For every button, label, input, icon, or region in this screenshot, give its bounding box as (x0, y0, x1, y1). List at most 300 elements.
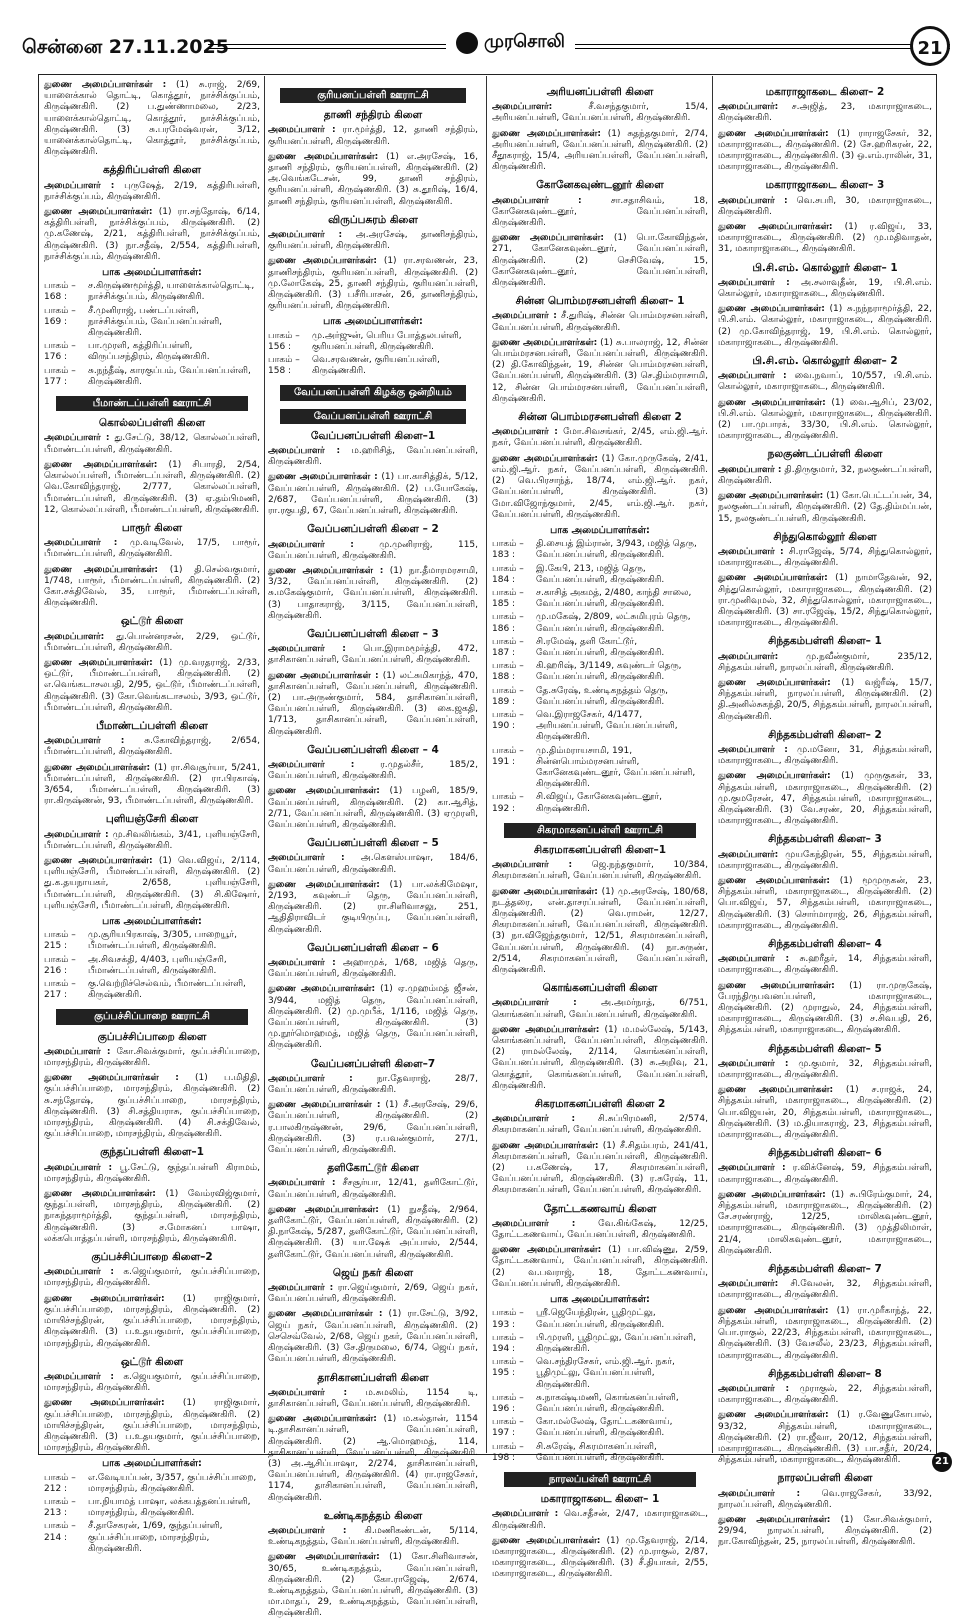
branch-heading: சிந்தகம்பள்ளி கிளை– 5 (768, 1042, 882, 1055)
appointee-text: சீ.வசந்தகுமார், 15/4, அரியனப்பள்ளி, வேப்பனப்பள்ளி, கிருஷ்ணகிரி. (492, 102, 708, 124)
role-label: துணை அமைப்பாளர்கள்: (718, 1085, 834, 1096)
appointee-entry (492, 196, 708, 230)
booth-appointee: மு.அர்ஜுன், பெரிய போத்தலபள்ளி, குரியனப்பள்ளி, கிருஷ்ணகிரி. (312, 330, 462, 352)
branch-heading: பாரூர் கிளை (121, 521, 183, 534)
booth-entry (492, 588, 708, 610)
booth-number: பாகம் – 195 : (492, 1357, 524, 1379)
appointee-text: து.சேட்டு, 38/12, கொல்லப்பள்ளி, பீமாண்டப்பள்ளி, கிருஷ்ணகிரி. (44, 433, 260, 455)
booth-entry (492, 710, 708, 744)
appointee-entry (718, 1515, 932, 1549)
appointee-entry (44, 433, 260, 455)
role-label: துணை அமைப்பாளர்கள்: (492, 453, 598, 464)
appointee-text: மு.வடிவேல், 17/5, பாரூர், பீமாண்டப்பள்ளி, கிருஷ்ணகிரி. (44, 538, 260, 560)
column-divider (712, 76, 713, 1453)
appointee-entry (492, 454, 708, 521)
role-label: அமைப்பாளர் : (492, 1218, 576, 1229)
role-label: அமைப்பாளர் : (268, 853, 345, 864)
appointee-text: வெ.சபரி, 30, மகாராஜாகடை, கிருஷ்ணகிரி. (718, 195, 932, 217)
booth-appointee: சீ.தாசேகரன், 1/69, குந்தப்பள்ளி, குப்பச்சிப்பாறை, மாரசந்திரம், கிருஷ்ணகிரி. (88, 1521, 223, 1554)
role-label: துணை அமைப்பாளர்கள்: (268, 1204, 379, 1215)
appointee-entry (492, 1245, 708, 1290)
appointee-entry (718, 278, 932, 300)
role-label: அமைப்பாளர்: (718, 1279, 779, 1290)
appointee-entry (268, 1309, 478, 1365)
appointee-text: (1) சு.பாலராஜ், 12, சின்ன பொம்மரசனபள்ளி, வேப்பனப்பள்ளி, கிருஷ்ணகிரி. (2) தி.கோவிந்தன், 19, சின்ன பொம்மரசனபள்ளி, வேப்பனப்பள்ளி, கிருஷ்ணகிரி. (3) செ.திம்மராசாமி, 12, சின்ன பொம்மரசனபள்ளி, வேப்பனப்பள்ளி, கிருஷ்ணகிரி. (492, 337, 708, 404)
booth-appointee: கு.வெற்றிச்செல்வம், பீமாண்டப்பள்ளி, கிருஷ்ணகிரி. (88, 979, 246, 1001)
role-label: துணை அமைப்பாளர்கள்: (718, 1514, 831, 1525)
role-label: அமைப்பாளர் : (268, 644, 346, 655)
booth-appointee: சு.நாகஷ்டிமணி, கொங்கனப்பள்ளி, வேப்பனப்பள்ளி, கிருஷ்ணகிரி. (536, 1392, 679, 1414)
branch-heading: தளிகோட்டூர் கிளை (327, 1162, 419, 1175)
role-label: அமைப்பாளர் : (44, 829, 109, 840)
booth-number: பாகம் – 187 : (492, 636, 524, 658)
booth-appointee: கோ.மல்லேஷ், தோட்டகணவாய், வேப்பனப்பள்ளி, கிருஷ்ணகிரி. (536, 1417, 673, 1439)
role-label: அமைப்பாளர் : (268, 1178, 336, 1189)
appointee-text: (1) சீ.சிதம்பரம், 241/41, சிகரமாகனப்பள்ளி, வேப்பனப்பள்ளி, கிருஷ்ணகிரி. (2) ப.கணேஷ், 17, சிகரமாகனப்பள்ளி, வேப்பனப்பள்ளி, கிருஷ்ணகிரி. (3) ர.சுரேஷ், 11, சிகரமாகனப்பள்ளி, வேப்பனப்பள்ளி, கிருஷ்ணகிரி. (492, 1140, 708, 1196)
booth-entry (44, 366, 260, 388)
booth-appointee: சி.விஜய், கோனேகவுண்டனூர், கிருஷ்ணகிரி. (536, 792, 663, 814)
booth-appointee: மு.மகேஷ், 2/809, லட்சுமிபுரம் தெரு, வேப்பனப்பள்ளி, கிருஷ்ணகிரி. (536, 612, 691, 634)
appointee-entry (44, 80, 260, 158)
appointee-text: (1) ரா.சேட்டு, 3/92, ஜெய் நகர், வேப்பனப்பள்ளி, கிருஷ்ணகிரி. (2) செசெவ்வேல், 2/68, ஜெய் நகர், வேப்பனப்பள்ளி, கிருஷ்ணகிரி. (3) சே.திருமலை, 6/74, ஜெய் நகர், வேப்பனப்பள்ளி, கிருஷ்ணகிரி. (268, 1309, 478, 1365)
booth-appointee: பி.முரளி, பூதிமுட்லு, வேப்பனப்பள்ளி, கிருஷ்ணகிரி. (536, 1332, 696, 1354)
appointee-entry (718, 465, 932, 487)
appointee-text: (1) ராராஜசேகர், 32, மகாராஜாகடை, கிருஷ்ணகிரி. (2) சே.ஹரிகரன், 22, மகாராஜாகடை, கிருஷ்ணகிரி. (3) ஒ.எம்.ராலின், 31, மகாராஜாகடை, கிருஷ்ணகிரி. (718, 128, 932, 173)
booth-appointee: இ.கேபி, 213, மஜித் தெரு, வேப்பனப்பள்ளி, கிருஷ்ணகிரி. (536, 563, 665, 585)
role-label: துணை அமைப்பாளர்கள்: (268, 1414, 377, 1425)
appointee-entry (268, 644, 478, 666)
appointee-text: சி.ராஜேஷ், 5/74, சிந்துகொல்லூர், மகாராஜாகடை, கிருஷ்ணகிரி. (718, 546, 932, 569)
appointee-entry (44, 830, 260, 852)
role-label: துணை அமைப்பாளர்கள் : (44, 1073, 179, 1084)
booth-appointee: ஸ்ரீ.ஜெயேந்திரன், பூதிமுட்லு, வேப்பனப்பள்ளி, கிருஷ்ணகிரி. (536, 1308, 665, 1330)
branch-heading: குந்தப்பள்ளி கிளை–1 (100, 1146, 204, 1159)
booth-number: பாகம் – 213 : (44, 1496, 76, 1519)
role-label: துணை அமைப்பாளர்கள்: (492, 233, 605, 244)
appointee-entry (268, 1414, 478, 1504)
branch-heading: குப்பச்சிப்பாறை கிளை–2 (91, 1251, 213, 1264)
booth-appointee: வெ.இராஜசேகர், 4/1477, அரியனப்பள்ளி, வேப்பனப்பள்ளி, கிருஷ்ணகிரி. (536, 709, 678, 743)
booth-number: பாகம் – 215 : (44, 930, 76, 952)
branch-heading: சிந்தகம்பள்ளி கிளை– 2 (768, 728, 882, 741)
branch-heading: பி.சி.எம். கொல்லூர் கிளை– 1 (752, 261, 898, 274)
appointee-entry (718, 371, 932, 393)
footer-page-number: 21 (932, 1452, 952, 1472)
branch-heading: சிகரமாகனப்பள்ளி கிளை 2 (534, 1098, 666, 1111)
appointee-text: ர.முதல்சீர், 185/2, வேப்பனப்பள்ளி, கிருஷ்ணகிரி. (268, 759, 478, 782)
role-label: அமைப்பாளர் : (268, 958, 336, 968)
appointee-entry (44, 1294, 260, 1350)
branch-heading: சிந்தகம்பள்ளி கிளை– 4 (768, 938, 882, 950)
role-label: துணை அமைப்பாளர்கள்: (268, 256, 378, 267)
section-band: சிகரமாகனப்பள்ளி ஊராட்சி (504, 823, 696, 838)
appointee-entry (718, 304, 932, 349)
section-band: நாரலப்பள்ளி ஊராட்சி (504, 1472, 696, 1487)
appointee-text: சி.சுப்பிரமணி, 2/574, சிகரமாகனப்பள்ளி, வேப்பனப்பள்ளி, கிருஷ்ணகிரி. (492, 1114, 708, 1136)
role-label: அமைப்பாளர்: (718, 849, 779, 860)
page-number-badge: 21 (910, 26, 950, 66)
appointee-entry (268, 1526, 478, 1548)
appointee-text: ரா.ஜெய்குமார், 2/69, ஜெய் நகர், வேப்பனப்பள்ளி, கிருஷ்ணகிரி. (268, 1283, 478, 1305)
role-label: அமைப்பாளர் : (44, 1046, 111, 1057)
role-label: அமைப்பாளர் : (44, 538, 118, 549)
appointee-text: (1) ரா.சந்தோஷ், 6/14, கத்திரிபள்ளி, நாச்சிக்குப்பம், கிருஷ்ணகிரி. (2) மு.கணேஷ், 2/21, கத்திரிபள்ளி, நாச்சிக்குப்பம், கிருஷ்ணகிரி. (3) நா.சதீஷ், 2/554, கத்திரிபள்ளி, நாச்சிக்குப்பம், கிருஷ்ணகிரி. (44, 207, 260, 262)
appointee-text: மு.குமார், 32, சிந்தகம்பள்ளி, மகாராஜாகடை, கிருஷ்ணகிரி. (718, 1058, 932, 1081)
appointee-text: ம.ஹரிசித், வேப்பனப்பள்ளி, கிருஷ்ணகிரி. (268, 446, 478, 468)
booth-entry (492, 564, 708, 586)
appointee-entry (718, 1410, 932, 1466)
appointee-entry (268, 880, 478, 936)
appointee-text: பூ.சேட்டு, குந்தப்பள்ளி கிராமம், மாரசந்திரம், கிருஷ்ணகிரி. (44, 1162, 260, 1184)
appointee-entry (718, 196, 932, 218)
appointee-text: (1) ம.கல்தான், 1154 டி.தாசிகானப்பள்ளி, வேப்பனப்பள்ளி, கிருஷ்ணகிரி. (2) ஆ.மொஹமத், 114, தாசிகானப்பள்ளி, வேப்பனப்பள்ளி, கிருஷ்ணகிரி. (3) அ.ஆசிப்பாஷா, 2/274, தாசிகானப்பள்ளி, வேப்பனப்பள்ளி, கிருஷ்ணகிரி. (4) ரா.ராஜசேகர், 1174, தாசிகானப்பள்ளி, வேப்பனப்பள்ளி, கிருஷ்ணகிரி. (268, 1414, 478, 1503)
role-label: துணை அமைப்பாளர்கள்: (718, 1305, 829, 1316)
role-label: துணை அமைப்பாளர்கள்: (492, 1024, 600, 1035)
appointee-text: (1) தி.செல்வகுமார், 1/748, பாரூர், பீமாண்டப்பள்ளி, கிருஷ்ணகிரி. (2) கோ.சக்திவேல், 35, பாரூர், பீமாண்டப்பள்ளி, கிருஷ்ணகிரி. (44, 564, 260, 609)
role-label: அமைப்பாளர் : (44, 180, 115, 191)
booth-number: பாகம் – 217 : (44, 979, 76, 1001)
booth-appointee: ச.கிருஷ்ணமூர்த்தி, யாளைக்கால்தொட்டி, நாச்சிக்குப்பம், கிருஷ்ணகிரி. (88, 281, 255, 303)
booth-appointee: எ.வேடியப்பன், 3/357, குப்பச்சிப்பாறை, மாரசந்திரம், கிருஷ்ணகிரி. (88, 1472, 257, 1494)
appointee-entry (44, 1163, 260, 1185)
role-label: அமைப்பாளர் : (268, 1073, 353, 1084)
booth-number: பாகம் – 188 : (492, 661, 524, 683)
column-2 (268, 80, 479, 1619)
appointee-text: மு.முனிராஜ், 115, வேப்பனப்பள்ளி, கிருஷ்ணகிரி. (268, 539, 479, 561)
appointee-text: அஹாமுக், 1/68, மஜித் தெரு, வேப்பனப்பள்ளி, கிருஷ்ணகிரி. (268, 958, 478, 980)
booth-entry (44, 306, 260, 340)
appointee-text: மு.நவீன்குமார், 235/12, சிந்தகம்பள்ளி, நாரலப்பள்ளி, கிருஷ்ணகிரி. (718, 651, 932, 673)
appointee-entry (718, 1384, 932, 1406)
branch-heading: விருப்பசுரம் கிளை (328, 213, 418, 226)
branch-heading: வேப்பனப்பள்ளி கிளை – 3 (307, 627, 439, 640)
booth-appointee: வெ.சந்திரசேகர், எம்.ஜி.ஆர். நகர், பூதிமுட்லு, வேப்பனப்பள்ளி, கிருஷ்ணகிரி. (536, 1357, 675, 1390)
appointee-text: (1) ராஜிகுமார், குப்பச்சிப்பாறை, மாரசந்திரம், கிருஷ்ணகிரி. (2) மாயிச்சந்திரன், குப்பச்சிப்பாறை, மாரசந்திரம், கிருஷ்ணகிரி. (3) ப.உதயகுமார், குப்பச்சிப்பாறை, மாரசந்திரம், கிருஷ்ணகிரி. (44, 1293, 260, 1349)
appointee-text: மு.சிவலிங்கம், 3/41, புளியஞ்சேரி, பீமாண்டப்பள்ளி, கிருஷ்ணகிரி. (44, 829, 260, 851)
role-label: அமைப்பாளர் : (718, 277, 790, 288)
role-label: அமைப்பாளர் : (718, 546, 784, 557)
booth-entry (44, 281, 260, 303)
role-label: துணை அமைப்பாளர்கள்: (492, 1140, 599, 1151)
booth-appointee: கி.ஹரிஷ், 3/1149, கவுண்டர் தெரு, வேப்பனப்பள்ளி, கிருஷ்ணகிரி. (536, 661, 682, 683)
masthead-rule (208, 44, 950, 49)
appointee-text: (1) கோ.சிளிவாசன், 30/65, உண்டிகநத்தம், வேப்பனப்பள்ளி, கிருஷ்ணகிரி. (2) கோ.ராஜேஷ், 2/674, உண்டிகநத்தம், வேப்பனப்பள்ளி, கிருஷ்ணகிரி. (3) மா.மாதப், 29, உண்டிகநத்தம், வேப்பனப்பள்ளி, கிருஷ்ணகிரி. (268, 1552, 478, 1619)
appointee-text: சு.கோவிந்தராஜ், 2/654, பீமாண்டப்பள்ளி, கிருஷ்ணகிரி. (44, 736, 260, 758)
appointee-text: (1) முருகுகள், 33, சிந்தகம்பள்ளி, மகாராஜாகடை, கிருஷ்ணகிரி. (2) மு.குமரேசன், 47, சிந்தகம்பள்ளி, மகாராஜாகடை, கிருஷ்ணகிரி. (3) வே.சரண், 20, சிந்தகம்பள்ளி, மகாராஜாகடை, கிருஷ்ணகிரி. (718, 771, 932, 827)
booth-number: பாகம் – 191 : (492, 745, 524, 767)
booth-entry (492, 1308, 708, 1330)
role-label: அமைப்பாளர் : (718, 464, 782, 475)
booth-entry (492, 661, 708, 683)
booth-appointee: மு.சூரியபிரகாஷ், 3/305, பாறையூர், பீமாண்டப்பள்ளி, கிருஷ்ணகிரி. (88, 930, 237, 952)
branch-heading: உண்டிகநத்தம் கிளை (323, 1509, 423, 1522)
appointee-text: வெ.ராஜசேகர், 33/92, நாரலப்பள்ளி, கிருஷ்ணகிரி. (718, 1488, 932, 1510)
appointee-entry (268, 1552, 478, 1619)
role-label: அமைப்பாளர் : (492, 427, 558, 438)
branch-heading: கொல்லப்பள்ளி கிளை (98, 417, 206, 430)
branch-heading: சிந்தகம்பள்ளி கிளை– 3 (768, 833, 882, 846)
branch-heading: பீமாண்டப்பள்ளி கிளை (96, 719, 208, 732)
column-1 (44, 80, 261, 1554)
role-label: அமைப்பாளர் : (268, 1525, 347, 1536)
branch-heading: ஒட்டூர் கிளை (120, 615, 184, 628)
booth-entry (492, 1357, 708, 1391)
booth-number: பாகம் – 158 : (268, 355, 300, 377)
booth-number: பாகம் – 197 : (492, 1417, 524, 1439)
booth-entry (44, 979, 260, 1001)
appointee-text: (1) பொ.கோவிந்தன், 271, கோனேகவுண்டனூர், வேப்பனப்பள்ளி, கிருஷ்ணகிரி. (2) செசிவேஷ், 15, கோனேகவுண்டனூர், வேப்பனப்பள்ளி, கிருஷ்ணகிரி. (492, 233, 708, 289)
appointee-entry (492, 1025, 708, 1092)
role-label: அமைப்பாளர் : (268, 539, 354, 550)
branch-heading: மகாராஜாகடை கிளை– 1 (540, 1493, 660, 1506)
appointee-text: (1) லட்சுமிகாந்த், 470, தாசிகானப்பள்ளி, வேப்பனப்பள்ளி, கிருஷ்ணகிரி. (2) பா.அருண்குமார், 584, தாசிகானப்பள்ளி, வேப்பனப்பள்ளி, கிருஷ்ணகிரி. (3) கை.ஜகதி, 1/713, தாசிகானப்பள்ளி, வேப்பனப்பள்ளி, கிருஷ்ணகிரி. (268, 670, 478, 737)
booth-number: பாகம் – 176 : (44, 341, 76, 363)
role-label: அமைப்பாளர் : (718, 1058, 789, 1069)
appointee-entry (44, 1372, 260, 1394)
appointee-text: க.ஜெயகுமார், குப்பச்சிப்பாறை, மாரசந்திரம், கிருஷ்ணகிரி. (44, 1371, 260, 1394)
role-label: துணை அமைப்பாளர்கள் : (44, 80, 167, 90)
appointee-entry (718, 652, 932, 674)
appointee-text: பொ.இராமமூர்த்தி, 472, தாசிகானப்பள்ளி, வேப்பனப்பள்ளி, கிருஷ்ணகிரி. (268, 644, 479, 666)
appointee-text: ச.அஜித், 23, மகாராஜாகடை, கிருஷ்ணகிரி. (718, 102, 932, 124)
appointee-entry (268, 1205, 478, 1261)
appointee-entry (44, 658, 260, 714)
appointee-entry (718, 1279, 932, 1301)
appointee-entry (718, 129, 932, 174)
branch-heading: வேப்பனப்பள்ளி கிளை – 4 (307, 743, 439, 756)
booth-entry (44, 1497, 260, 1519)
appointee-text: (1) பா.லக்கிமேஷா, 2/193, கவுண்டர் தெரு, வேப்பனப்பள்ளி, கிருஷ்ணகிரி. (2) ரா.சிளிவாசலு, 251, ஆதிதிராவிடர் குடியிருப்பு, வேப்பனப்பள்ளி, கிருஷ்ணகிரி. (268, 879, 478, 935)
role-label: அமைப்பாளர் : (492, 998, 577, 1009)
appointee-entry (492, 102, 708, 124)
appointee-text: (1) ர.வேணுகோபால், 93/32, சிந்தகம்பள்ளி, மகாராஜாகடை, கிருஷ்ணகிரி. (2) ரா.ஜீவா, 20/12, சிந்தகம்பள்ளி, மகாராஜாகடை, கிருஷ்ணகிரி. (3) பா.சதீர், 20/24, சிந்தகம்பள்ளி, மகாராஜாகடை, கிருஷ்ணகிரி. (718, 1410, 932, 1466)
appointee-entry (268, 566, 478, 622)
paper-name: முரசொலி (484, 31, 565, 52)
appointee-text: மோ.சிவசங்கர், 2/45, எம்.ஜி.ஆர். நகர், வேப்பனப்பள்ளி, கிருஷ்ணகிரி. (492, 427, 709, 449)
booth-number: பாகம் – 214 : (44, 1521, 76, 1543)
booth-number: பாகம் – 183 : (492, 539, 524, 561)
appointee-entry (492, 233, 708, 289)
branch-heading: புளியஞ்சேரி கிளை (105, 813, 199, 826)
appointee-text: (1) ரா.முருகேஷ், பேரந்திருபவனப்பள்ளி, மகாராஜாகடை, கிருஷ்ணகிரி. (2) முராதுல், 24, சிந்தகம்பள்ளி, மகாராஜாகடை, கிருஷ்ணகிரி. (3) ச.சிவபதி, 26, சிந்தகம்பள்ளி, மகாராஜாகடை, கிருஷ்ணகிரி. (718, 980, 932, 1036)
booth-number: பாகம் – 156 : (268, 330, 300, 352)
role-label: துணை அமைப்பாளர்கள்: (718, 304, 825, 315)
appointee-text: க.ஜெய்குமார், குப்பச்சிப்பாறை, மாரசந்திரம், கிருஷ்ணகிரி. (44, 1267, 260, 1289)
appointee-entry (718, 954, 932, 976)
role-label: அமைப்பாளர் : (492, 1509, 559, 1520)
branch-heading: சிந்தகம்பள்ளி கிளை– 6 (768, 1147, 882, 1160)
appointee-entry (718, 1163, 932, 1185)
branch-heading: மகாராஜாகடை கிளை– 3 (765, 179, 885, 192)
booth-entry (492, 637, 708, 659)
branch-heading: சிந்துகொல்லூர் கிளை (773, 530, 877, 543)
branch-heading: வேப்பனப்பள்ளி கிளை – 6 (307, 941, 439, 954)
appointee-entry (492, 1219, 708, 1241)
role-label: அமைப்பாளர் : (268, 759, 355, 770)
appointee-entry (268, 984, 478, 1051)
booth-appointee: அ.சிவசக்தி, 4/403, புளியஞ்சேரி, பீமாண்டப்பள்ளி, கிருஷ்ணகிரி. (88, 954, 227, 976)
subsection-heading: பாக அமைப்பாளர்கள்: (102, 1458, 202, 1470)
appointee-entry (492, 1536, 708, 1581)
booth-entry (492, 539, 708, 561)
appointee-text: (1) ர.விஜய், 33, மகாராஜாகடை, கிருஷ்ணகிரி. (2) மு.மதிவாதன், 31, மகாராஜாகடை, கிருஷ்ணகிரி. (718, 222, 932, 255)
appointee-entry (44, 460, 260, 516)
appointee-text: (1) ராஜிகுமார், குப்பச்சிப்பாறை, மாரசந்திரம், கிருஷ்ணகிரி. (2) மாயிச்சந்திரன், குப்பச்சிப்பாறை, மாரசந்திரம், கிருஷ்ணகிரி. (3) ப.உதயகுமார், குப்பச்சிப்பாறை, மாரசந்திரம், கிருஷ்ணகிரி. (44, 1398, 260, 1454)
appointee-entry (268, 230, 478, 252)
booth-entry (492, 1417, 708, 1439)
appointee-entry (492, 1114, 708, 1136)
role-label: துணை அமைப்பாளர்கள் : (268, 670, 379, 681)
role-label: அமைப்பாளர் : (44, 1371, 114, 1382)
subsection-heading: பாக அமைப்பாளர்கள்: (102, 916, 202, 927)
column-divider (486, 76, 487, 1453)
booth-appointee: பா.முரளி, கத்திரிப்பள்ளி, விருப்பசந்திரம், கிருஷ்ணகிரி. (88, 341, 210, 363)
appointee-text: முராகுல், 22, சிந்தகம்பள்ளி, மகாராஜாகடை, கிருஷ்ணகிரி. (718, 1383, 932, 1406)
appointee-entry (44, 632, 260, 654)
role-label: அமைப்பாளர் : (718, 744, 788, 755)
appointee-entry (268, 1178, 478, 1200)
branch-heading: குப்பச்சிப்பாறை கிளை (97, 1030, 207, 1043)
role-label: அமைப்பாளர்: (492, 102, 553, 113)
booth-entry (44, 955, 260, 977)
role-label: அமைப்பாளர் : (718, 195, 788, 206)
appointee-text: (1) ச.ராஜக், 24, சிந்தகம்பள்ளி, மகாராஜாகடை, கிருஷ்ணகிரி. (2) பொ.விஜயன், 20, சிந்தகம்பள்ளி, மகாராஜாகடை, கிருஷ்ணகிரி. (3) ம.தியாகராஜ், 23, சிந்தகம்பள்ளி, மகாராஜாகடை, கிருஷ்ணகிரி. (718, 1085, 932, 1141)
appointee-text: சு.ஹரீதர், 14, சிந்தகம்பள்ளி, மகாராஜாகடை, கிருஷ்ணகிரி. (718, 954, 932, 976)
appointee-text: ஜெ.நந்தகுமார், 10/384, சிகரமாகனப்பள்ளி, வேப்பனப்பள்ளி, கிருஷ்ணகிரி. (492, 860, 709, 882)
appointee-entry (268, 958, 478, 980)
role-label: அமைப்பாளர் : (268, 446, 341, 457)
appointee-entry (718, 745, 932, 767)
appointee-text: (1) ஏ.முஹம்மத் ஜீசன், 3/944, மஜித் தெரு, வேப்பனப்பள்ளி, கிருஷ்ணகிரி. (2) மு.முபீக், 1/116, மஜித் தெரு, வேப்பனப்பள்ளி, கிருஷ்ணகிரி. (3) மு.நூர்மொஹமத், மஜித் தெரு, வேப்பனப்பள்ளி, கிருஷ்ணகிரி. (268, 984, 478, 1051)
role-label: துணை அமைப்பாளர்கள்: (44, 459, 158, 470)
appointee-text: (1) மூமுருகன், 23, சிந்தகம்பள்ளி, மகாராஜாகடை, கிருஷ்ணகிரி. (2) பொ.விஜய், 57, சிந்தகம்பள்ளி, மகாராஜாகடை, கிருஷ்ணகிரி. (3) சொர்மாராஜ், 26, சிந்தகம்பள்ளி, மகாராஜாகடை, கிருஷ்ணகிரி. (718, 875, 932, 931)
role-label: துணை அமைப்பாளர்கள்: (492, 1535, 601, 1546)
appointee-entry (492, 427, 708, 449)
role-label: துணை அமைப்பாளர்கள்: (492, 337, 598, 348)
role-label: துணை அமைப்பாளர்கள்: (44, 657, 153, 668)
appointee-entry (268, 540, 478, 562)
role-label: துணை அமைப்பாளர்கள்: (718, 1189, 826, 1200)
role-label: அமைப்பாளர் : (44, 1267, 114, 1278)
role-label: துணை அமைப்பாளர்கள்: (492, 1245, 602, 1256)
branch-heading: தாசிகானப்பள்ளி கிளை (317, 1371, 429, 1384)
appointee-entry (268, 446, 478, 468)
appointee-entry (718, 102, 932, 124)
appointee-entry (44, 763, 260, 808)
appointee-entry (492, 998, 708, 1020)
appointee-entry (44, 207, 260, 263)
booth-entry (492, 686, 708, 708)
appointee-text: நா.தேவராஜ், 28/7, வேப்பனப்பள்ளி, கிருஷ்ணகிரி. (268, 1073, 478, 1096)
booth-entry (492, 612, 708, 634)
role-label: அமைப்பாளர் : (44, 736, 125, 747)
appointee-text: (1) சு.நந்நராமூர்த்தி, 22, பி.சி.எம். கொல்லூர், மகாராஜாகடை, கிருஷ்ணகிரி. (2) மு.கோவிந்தராஜ், 19, பி.சி.எம். கொல்லூர், மகாராஜாகடை, கிருஷ்ணகிரி. (718, 304, 932, 348)
booth-entry (44, 341, 260, 363)
appointee-text: (1) பா.காசித்திக், 5/12, வேப்பனப்பள்ளி, கிருஷ்ணகிரி. (2) ப.யோகேஷ், 2/687, வேப்பனப்பள்ளி, கிருஷ்ணகிரி. (3) ரா.ரகுபதி, 67, வேப்பனப்பள்ளி, கிருஷ்ணகிரி. (268, 472, 479, 517)
subsection-heading: பாக அமைப்பாளர்கள்: (550, 524, 650, 536)
role-label: துணை அமைப்பாளர்கள்: (44, 1398, 165, 1409)
section-band: குரியனப்பள்ளி ஊராட்சி (280, 88, 466, 103)
masthead (22, 28, 950, 68)
role-label: துணை அமைப்பாளர்கள் : (268, 1100, 381, 1111)
section-band: வேப்பனப்பள்ளி கிழக்கு ஒன்றியம் (280, 385, 466, 400)
appointee-entry (268, 256, 478, 312)
booth-number: பாகம் – 194 : (492, 1332, 524, 1354)
branch-heading: சிந்தகம்பள்ளி கிளை– 1 (768, 635, 882, 648)
appointee-entry (718, 398, 932, 443)
appointee-text: வை.நவாப், 10/557, பி.சி.எம். கொல்லூர், மகாராஜாகடை, கிருஷ்ணகிரி. (718, 371, 932, 393)
role-label: துணை அமைப்பாளர்கள்: (718, 980, 835, 991)
section-band: குப்பச்சிப்பாறை ஊராட்சி (56, 1009, 248, 1024)
role-label: துணை அமைப்பாளர்கள்: (718, 573, 828, 584)
booth-appointee: சீ.முனிராஜ், பண்டப்பள்ளி, நாச்சிக்குப்பம், வேப்பனப்பள்ளி, கிருஷ்ணகிரி. (88, 305, 223, 339)
appointee-text: கி.மணிகண்டன், 5/114, உண்டிகநத்தம், வேப்பனப்பள்ளி, கிருஷ்ணகிரி. (268, 1525, 478, 1548)
role-label: துணை அமைப்பாளர்கள்: (268, 984, 376, 995)
appointee-entry (718, 1059, 932, 1081)
appointee-entry (492, 887, 708, 977)
appointee-text: (1) வை.ஆசிப், 23/02, பி.சி.எம். கொல்லூர், மகாராஜாகடை, கிருஷ்ணகிரி. (2) பா.முபாரக், 33/30, பி.சி.எம். கொல்லூர், மகாராஜாகடை, கிருஷ்ணகிரி. (718, 397, 932, 442)
role-label: துணை அமைப்பாளர்கள்: (268, 879, 380, 890)
branch-heading: மகாராஜாகடை கிளை– 2 (765, 86, 885, 98)
role-label: அமைப்பாளர்: (718, 651, 779, 662)
appointee-text: (1) நாமாதேவன், 92, சிந்துகொல்லூர், மகாராஜாகடை, கிருஷ்ணகிரி. (2) ரா.முனிவுமல், 32, சிந்துகொல்லூர், மகாராஜாகடை, கிருஷ்ணகிரி. (3) சா.ரஜேஷ், 15/2, சிந்துகொல்லூர், மகாராஜாகடை, கிருஷ்ணகிரி. (718, 573, 932, 629)
appointee-entry (718, 678, 932, 723)
appointee-entry (492, 338, 708, 405)
city-date: சென்னை 27.11.2025 (22, 36, 229, 58)
appointee-text: அ.கௌஸ்பாஷா, 184/6, வேப்பனப்பள்ளி, கிருஷ்ணகிரி. (268, 853, 478, 875)
appointee-entry (44, 1267, 260, 1289)
role-label: துணை அமைப்பாளர்கள்: (718, 128, 829, 139)
role-label: அமைப்பாளர் : (492, 195, 582, 206)
booth-number: பாகம் – 193 : (492, 1308, 524, 1330)
role-label: அமைப்பாளர் : (44, 1162, 113, 1173)
branch-heading: ஒட்டூர் கிளை (120, 1355, 184, 1368)
branch-heading: சின்ன பொம்மரசனபள்ளி கிளை 2 (518, 411, 682, 424)
appointee-text: (1) பழனி, 185/9, வேப்பனப்பள்ளி, கிருஷ்ணகிரி. (2) கா.ஆசித், 2/71, வேப்பனப்பள்ளி, கிருஷ்ணகிரி. (3) ஏமுரளி, வேப்பனப்பள்ளி, கிருஷ்ணகிரி. (268, 786, 478, 830)
column-4 (718, 80, 933, 1548)
appointee-text: (1) கோ.பெட்டப்பன், 34, நலகுண்டப்பள்ளி, கிருஷ்ணகிரி. (2) தே.திம்மப்பன், 15, நலகுண்டப்பள்ளி, கிருஷ்ணகிரி. (718, 491, 932, 524)
role-label: துணை அமைப்பாளர்கள்: (718, 677, 831, 688)
appointee-entry (492, 860, 708, 882)
booth-number: பாகம் – 184 : (492, 563, 524, 585)
role-label: அமைப்பாளர் : (492, 860, 573, 871)
appointee-text: வே.கிங்கேஷ், 12/25, தோட்டகணவாய், வேப்பனப்பள்ளி, கிருஷ்ணகிரி. (492, 1218, 708, 1241)
booth-number: பாகம் – 189 : (492, 685, 524, 707)
booth-number: பாகம் – 190 : (492, 709, 524, 732)
role-label: துணை அமைப்பாளர்கள் : (268, 1309, 383, 1320)
role-label: துணை அமைப்பாளர்கள்: (44, 564, 158, 575)
subsection-heading: பாக அமைப்பாளர்கள்: (323, 316, 423, 328)
appointee-text: மு.மனோ, 31, சிந்தகம்பள்ளி, மகாராஜாகடை, கிருஷ்ணகிரி. (718, 744, 932, 767)
role-label: அமைப்பாளர்: (718, 102, 779, 113)
branch-heading: சிந்தகம்பள்ளி கிளை– 8 (768, 1367, 882, 1380)
booth-appointee: சி.ரமேஷ், தளி கோட்டூர், வேப்பனப்பள்ளி, கிருஷ்ணகிரி. (536, 636, 665, 658)
booth-appointee: வெ.சரவணன், குரியனப்பள்ளி, கிருஷ்ணகிரி. (312, 355, 440, 377)
appointee-text: (1) கோ.சிவக்குமார், 29/94, நாரலப்பள்ளி, கிருஷ்ணகிரி. (2) நா.கோவிந்தன், 25, நாரலப்பள்ளி, கிருஷ்ணகிரி. (718, 1514, 932, 1548)
role-label: அமைப்பாளர் : (718, 371, 787, 382)
booth-number: பாகம் – 192 : (492, 792, 524, 814)
appointee-text: (1) மு.வரதராஜ், 2/33, ஒட்டூர், பீமாண்டப்பள்ளி, கிருஷ்ணகிரி. (2) எ.வெங்கடாசலபதி, 2/95, ஒட்டூர், பீமாண்டப்பள்ளி, கிருஷ்ணகிரி. (3) கோ.வெங்கடாசலம், 3/93, ஒட்டூர், பீமாண்டப்பள்ளி, கிருஷ்ணகிரி. (44, 657, 260, 713)
branch-heading: பி.சி.எம். கொல்லூர் கிளை– 2 (752, 355, 898, 368)
role-label: அமைப்பாளர் : (268, 1387, 348, 1398)
booth-number: பாகம் – 177 : (44, 365, 76, 387)
appointee-text: வெ.சதீசன், 2/47, மகாராஜாகடை, கிருஷ்ணகிரி. (492, 1509, 708, 1531)
appointee-entry (44, 1189, 260, 1245)
role-label: துணை அமைப்பாளர்கள்: (268, 151, 379, 162)
appointee-entry (44, 1047, 260, 1069)
branch-heading: அரியனப்பள்ளி கிளை (546, 86, 654, 98)
appointee-text: (1) ரா.சரவணன், 23, தாணிசந்திரம், குரியனப்பள்ளி, கிருஷ்ணகிரி. (2) மு.லோகேஷ், 25, தாணி சந்திரம், குரியனப்பள்ளி, கிருஷ்ணகிரி. (3) பசீரிபாசன், 26, தாணிசந்திரம், குரியனப்பள்ளி, கிருஷ்ணகிரி. (268, 256, 478, 312)
